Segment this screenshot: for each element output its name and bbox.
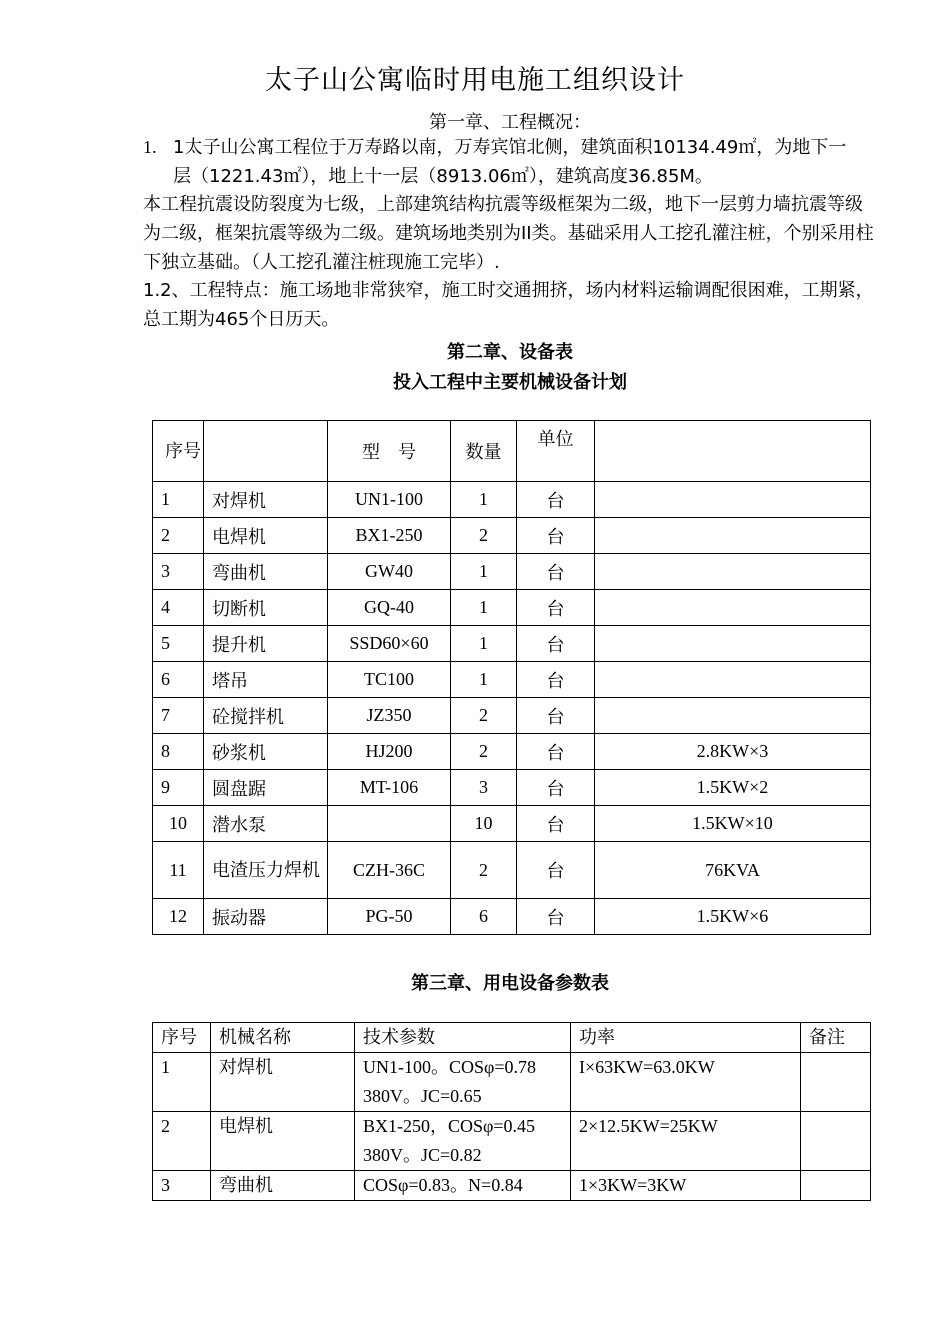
row-power xyxy=(595,698,871,734)
row-index: 8 xyxy=(153,734,204,770)
row-quantity: 2 xyxy=(451,518,517,554)
row-model: GW40 xyxy=(328,554,451,590)
row-index: 2 xyxy=(153,518,204,554)
table-row xyxy=(153,626,871,662)
row-power xyxy=(595,626,871,662)
row-index: 11 xyxy=(153,842,204,899)
row-model: JZ350 xyxy=(328,698,451,734)
row-model: HJ200 xyxy=(328,734,451,770)
table-row xyxy=(153,806,871,842)
row-name: 圆盘踞 xyxy=(204,770,328,806)
row-model: MT-106 xyxy=(328,770,451,806)
table-header-row xyxy=(153,1023,871,1053)
row-power: 2.8KW×3 xyxy=(595,734,871,770)
table-row xyxy=(153,899,871,935)
row-index: 1 xyxy=(153,482,204,518)
row-index: 3 xyxy=(153,1171,211,1201)
header-unit: 单位 xyxy=(517,421,595,482)
row-tech-params xyxy=(355,1112,571,1171)
row-quantity: 6 xyxy=(451,899,517,935)
table-row xyxy=(153,842,871,899)
row-index: 2 xyxy=(153,1112,211,1171)
table-row xyxy=(153,770,871,806)
row-power: 1.5KW×6 xyxy=(595,899,871,935)
row-index: 9 xyxy=(153,770,204,806)
row-index: 5 xyxy=(153,626,204,662)
header-tech-params: 技术参数 xyxy=(355,1023,571,1053)
row-tech-params xyxy=(355,1053,571,1112)
header-machine-name: 机械名称 xyxy=(211,1023,355,1053)
row-name: 振动器 xyxy=(204,899,328,935)
row-unit: 台 xyxy=(517,518,595,554)
table-row xyxy=(153,734,871,770)
row-machine-name: 对焊机 xyxy=(211,1053,355,1112)
chapter1-paragraph-seismic: 本工程抗震设防裂度为七级，上部建筑结构抗震等级框架为二级，地下一层剪力墙抗震等级为二级，框架抗震等级为二级。建筑场地类别为II类。基础采用人工挖孔灌注桩，个别采用柱下独立基础。（人工挖孔灌注桩现施工完毕）. xyxy=(143,194,874,273)
row-name: 切断机 xyxy=(204,590,328,626)
row-power xyxy=(595,518,871,554)
item-number: 1. xyxy=(143,137,157,157)
row-power: I×63KW=63.0KW xyxy=(571,1053,801,1112)
row-name: 砂浆机 xyxy=(204,734,328,770)
row-power xyxy=(595,554,871,590)
row-quantity: 10 xyxy=(451,806,517,842)
header-index: 序号 xyxy=(153,1023,211,1053)
row-tech-params xyxy=(355,1171,571,1201)
row-index: 3 xyxy=(153,554,204,590)
row-model xyxy=(328,806,451,842)
param-line-1: BX1-250，COSφ=0.45 xyxy=(363,1116,536,1136)
row-unit: 台 xyxy=(517,842,595,899)
row-unit: 台 xyxy=(517,734,595,770)
row-model: UN1-100 xyxy=(328,482,451,518)
param-line-2: 380V。JC=0.82 xyxy=(363,1145,482,1165)
row-remarks xyxy=(801,1053,871,1112)
row-unit: 台 xyxy=(517,482,595,518)
row-name: 对焊机 xyxy=(204,482,328,518)
param-line-1: COSφ=0.83。N=0.84 xyxy=(363,1175,523,1195)
table-row xyxy=(153,1112,871,1171)
row-unit: 台 xyxy=(517,698,595,734)
row-name: 砼搅拌机 xyxy=(204,698,328,734)
chapter2-heading: 第二章、设备表 xyxy=(447,342,573,363)
row-quantity: 1 xyxy=(451,662,517,698)
row-remarks xyxy=(801,1171,871,1201)
header-remarks: 备注 xyxy=(801,1023,871,1053)
row-unit: 台 xyxy=(517,770,595,806)
parameter-table xyxy=(152,1022,871,1201)
row-machine-name: 弯曲机 xyxy=(211,1171,355,1201)
row-model: CZH-36C xyxy=(328,842,451,899)
table-row xyxy=(153,482,871,518)
table-row xyxy=(153,698,871,734)
chapter1-heading: 第一章、工程概况： xyxy=(429,112,591,133)
chapter1-paragraph-features: 1.2、工程特点：施工场地非常狭窄，施工时交通拥挤，场内材料运输调配很困难，工期紧，总工期为465个日历天。 xyxy=(143,280,874,330)
table-row xyxy=(153,590,871,626)
row-name: 塔吊 xyxy=(204,662,328,698)
row-index: 1 xyxy=(153,1053,211,1112)
header-index: 序号 xyxy=(153,421,204,482)
header-power: 功率 xyxy=(571,1023,801,1053)
row-power xyxy=(595,662,871,698)
row-unit: 台 xyxy=(517,626,595,662)
table-row xyxy=(153,554,871,590)
table-row xyxy=(153,662,871,698)
row-name: 弯曲机 xyxy=(204,554,328,590)
row-name: 提升机 xyxy=(204,626,328,662)
row-model: TC100 xyxy=(328,662,451,698)
row-power: 1.5KW×2 xyxy=(595,770,871,806)
row-power: 1.5KW×10 xyxy=(595,806,871,842)
table-row xyxy=(153,1171,871,1201)
row-unit: 台 xyxy=(517,662,595,698)
row-power: 2×12.5KW=25KW xyxy=(571,1112,801,1171)
row-index: 7 xyxy=(153,698,204,734)
row-quantity: 2 xyxy=(451,698,517,734)
row-model: BX1-250 xyxy=(328,518,451,554)
document-title: 太子山公寓临时用电施工组织设计 xyxy=(265,65,685,96)
row-quantity: 1 xyxy=(451,590,517,626)
row-unit: 台 xyxy=(517,899,595,935)
table-row xyxy=(153,518,871,554)
row-quantity: 1 xyxy=(451,554,517,590)
row-name: 电渣压力焊机 xyxy=(204,842,328,899)
row-index: 6 xyxy=(153,662,204,698)
row-power xyxy=(595,590,871,626)
row-power xyxy=(595,482,871,518)
header-quantity: 数量 xyxy=(451,421,517,482)
chapter1-item-1 xyxy=(143,133,878,191)
table-row xyxy=(153,1053,871,1112)
row-index: 4 xyxy=(153,590,204,626)
row-model: GQ-40 xyxy=(328,590,451,626)
param-line-2: 380V。JC=0.65 xyxy=(363,1086,482,1106)
row-index: 12 xyxy=(153,899,204,935)
chapter2-subheading: 投入工程中主要机械设备计划 xyxy=(393,372,627,393)
param-line-1: UN1-100。COSφ=0.78 xyxy=(363,1057,537,1077)
item-line-2: 层（1221.43㎡），地上十一层（8913.06㎡），建筑高度36.85M。 xyxy=(173,166,713,187)
row-quantity: 1 xyxy=(451,482,517,518)
row-machine-name: 电焊机 xyxy=(211,1112,355,1171)
row-name: 潜水泵 xyxy=(204,806,328,842)
row-quantity: 2 xyxy=(451,842,517,899)
equipment-table xyxy=(152,420,871,935)
row-power: 1×3KW=3KW xyxy=(571,1171,801,1201)
item-line-1: 1太子山公寓工程位于万寿路以南，万寿宾馆北侧，建筑面积10134.49㎡，为地下一 xyxy=(173,137,847,158)
row-model: SSD60×60 xyxy=(328,626,451,662)
chapter3-heading: 第三章、用电设备参数表 xyxy=(411,973,609,994)
row-quantity: 3 xyxy=(451,770,517,806)
row-unit: 台 xyxy=(517,590,595,626)
row-remarks xyxy=(801,1112,871,1171)
row-model: PG-50 xyxy=(328,899,451,935)
row-index: 10 xyxy=(153,806,204,842)
header-name xyxy=(204,421,328,482)
header-model: 型 号 xyxy=(328,421,451,482)
row-quantity: 2 xyxy=(451,734,517,770)
header-power xyxy=(595,421,871,482)
row-unit: 台 xyxy=(517,554,595,590)
row-name: 电焊机 xyxy=(204,518,328,554)
row-power: 76KVA xyxy=(595,842,871,899)
row-unit: 台 xyxy=(517,806,595,842)
row-quantity: 1 xyxy=(451,626,517,662)
table-header-row xyxy=(153,421,871,482)
